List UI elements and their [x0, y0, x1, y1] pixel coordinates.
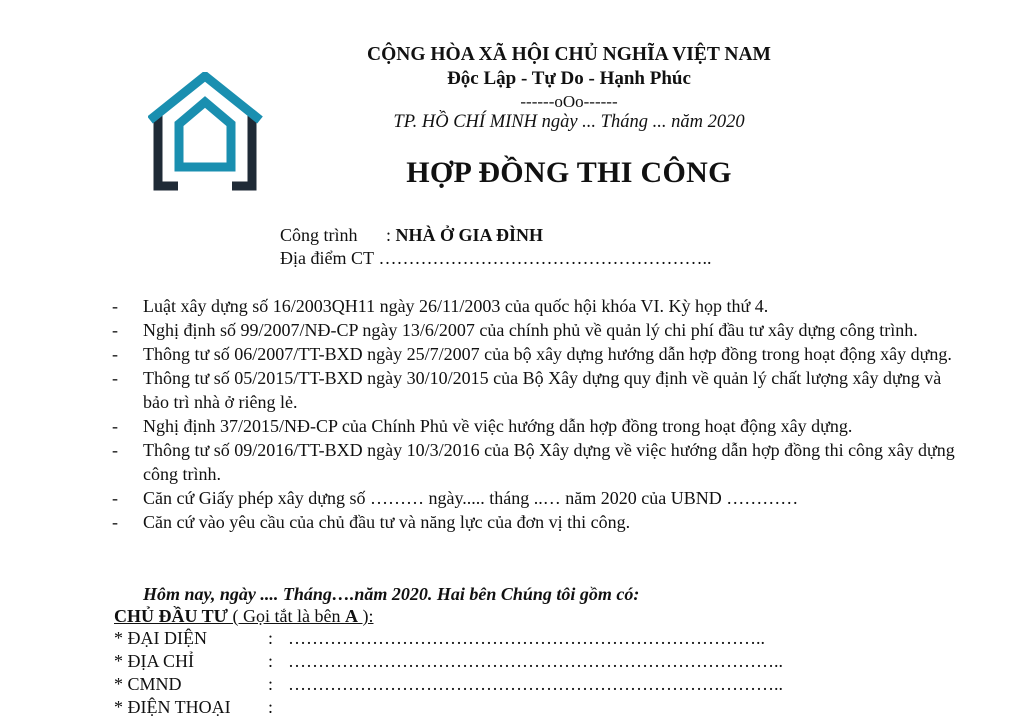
field-phone: * ĐIỆN THOẠI :	[114, 697, 274, 717]
field-value: ………………………………………………………………………..	[288, 674, 783, 694]
intro-sentence: Hôm nay, ngày .... Tháng….năm 2020. Hai bên Chúng tôi gồm có:	[143, 584, 640, 604]
list-item: - Căn cứ vào yêu cầu của chủ đầu tư và năng lực của đơn vị thi công.	[112, 512, 631, 532]
place-date: TP. HỒ CHÍ MINH ngày ... Tháng ... năm 2020	[393, 112, 745, 132]
bullet-dash: -	[112, 416, 118, 436]
list-item: - Thông tư số 05/2015/TT-BXD ngày 30/10/2015 của Bộ Xây dựng quy định về quản lý chất lượng xây dựng và bảo trì nhà ở riêng lẻ.	[112, 368, 942, 412]
field-address: * ĐỊA CHỈ : ………………………………………………………………………..	[114, 651, 783, 671]
legal-basis-list	[112, 294, 962, 534]
list-item: - Căn cứ Giấy phép xây dựng số ……… ngày..... tháng ..… năm 2020 của UBND …………	[112, 488, 799, 508]
project-location-value: ………………………………………………..	[378, 248, 712, 268]
field-value: ………………………………………………………………………..	[288, 651, 783, 671]
bullet-dash: -	[112, 368, 118, 388]
project-name-sep: :	[386, 225, 392, 245]
field-value: ……………………………………………………………………..	[288, 628, 765, 648]
project-location-row	[280, 248, 711, 269]
party-a-heading: CHỦ ĐẦU TƯ ( Gọi tắt là bên A ):	[114, 606, 374, 626]
bullet-dash: -	[112, 320, 118, 340]
project-name-value: NHÀ Ở GIA ĐÌNH	[395, 225, 544, 245]
project-location-label: Địa điểm CT	[280, 248, 374, 268]
bullet-dash: -	[112, 440, 118, 460]
project-name-row	[280, 225, 543, 246]
motto: Độc Lập - Tự Do - Hạnh Phúc	[447, 68, 691, 89]
bullet-dash: -	[112, 296, 118, 316]
list-item: - Thông tư số 09/2016/TT-BXD ngày 10/3/2016 của Bộ Xây dựng về việc hướng dẫn hợp đồng thi công xây dựng công trình.	[112, 440, 955, 484]
bullet-dash: -	[112, 488, 118, 508]
bullet-dash: -	[112, 512, 118, 532]
list-item: - Nghị định 37/2015/NĐ-CP của Chính Phủ về việc hướng dẫn hợp đồng trong hoạt động xây dựng.	[112, 416, 853, 436]
document-title: HỢP ĐỒNG THI CÔNG	[406, 156, 732, 189]
bullet-dash: -	[112, 344, 118, 364]
project-name-label: Công trình	[280, 225, 358, 245]
list-item: - Luật xây dựng số 16/2003QH11 ngày 26/11/2003 của quốc hội khóa VI. Kỳ họp thứ 4.	[112, 296, 769, 316]
country-heading: CỘNG HÒA XÃ HỘI CHỦ NGHĨA VIỆT NAM	[367, 44, 771, 65]
field-id-card: * CMND : ………………………………………………………………………..	[114, 674, 783, 694]
separator: ------oOo------	[520, 92, 618, 111]
list-item: - Thông tư số 06/2007/TT-BXD ngày 25/7/2007 của bộ xây dựng hướng dẫn hợp đồng trong hoạt động xây dựng.	[112, 344, 952, 364]
house-logo-icon	[148, 72, 268, 192]
field-representative: * ĐẠI DIỆN : ……………………………………………………………………..	[114, 628, 765, 648]
list-item: - Nghị định số 99/2007/NĐ-CP ngày 13/6/2007 của chính phủ về quản lý chi phí đầu tư xây dựng công trình.	[112, 320, 918, 340]
